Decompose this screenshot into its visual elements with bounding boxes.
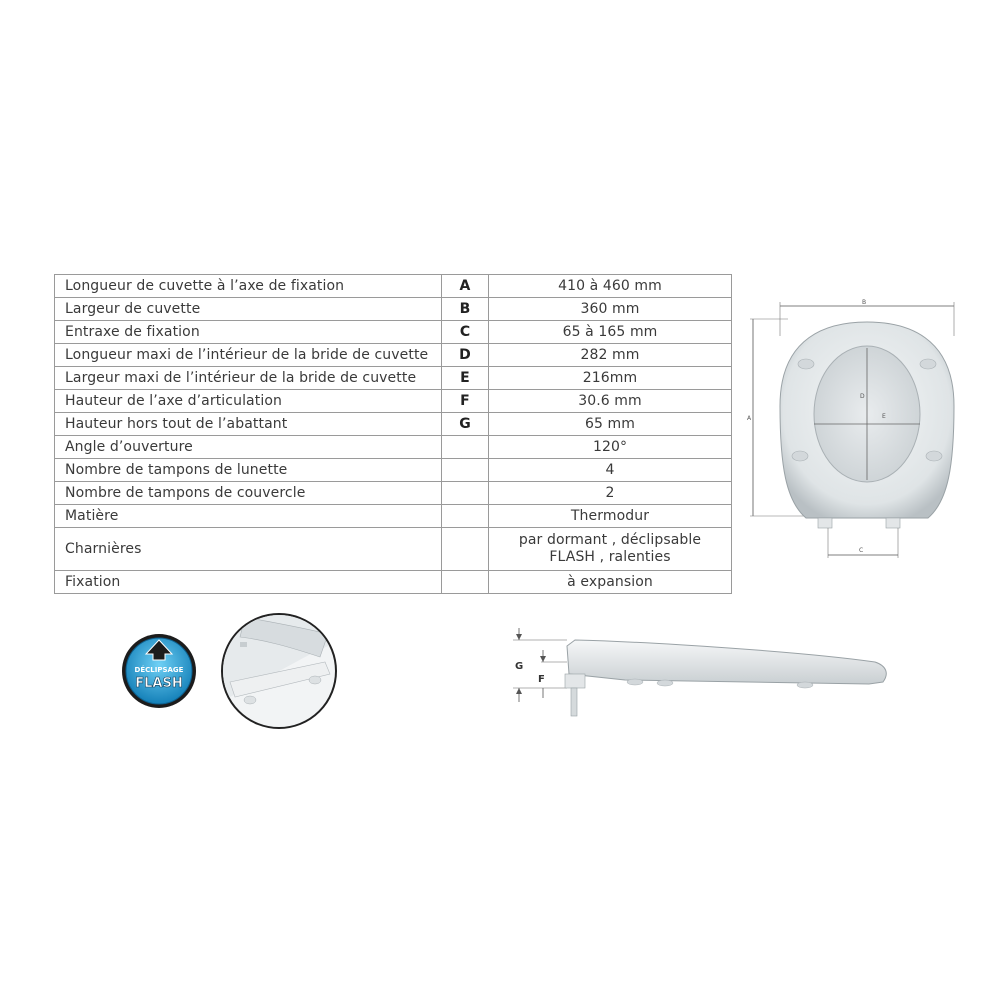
row-value: 410 à 460 mm (489, 275, 732, 298)
row-label: Largeur de cuvette (55, 298, 442, 321)
seat-side-view-diagram (505, 622, 890, 722)
table-row (55, 571, 732, 594)
row-value: Thermodur (489, 505, 732, 528)
row-letter: G (442, 413, 489, 436)
row-letter (442, 505, 489, 528)
row-label: Longueur maxi de l’intérieur de la bride de cuvette (55, 344, 442, 367)
row-letter: A (442, 275, 489, 298)
table-row (55, 459, 732, 482)
label-e: E (882, 413, 886, 420)
row-label: Hauteur hors tout de l’abattant (55, 413, 442, 436)
row-letter (442, 436, 489, 459)
row-letter: E (442, 367, 489, 390)
seat-top-view-diagram (748, 296, 960, 564)
table-row (55, 505, 732, 528)
declipsage-flash-badge (120, 632, 198, 710)
row-value: 216mm (489, 367, 732, 390)
row-value: 360 mm (489, 298, 732, 321)
table-row (55, 275, 732, 298)
row-value-line1: par dormant , déclipsable (518, 532, 702, 548)
row-value: 65 mm (489, 413, 732, 436)
table-row (55, 436, 732, 459)
row-value: 282 mm (489, 344, 732, 367)
badge-line2: FLASH (135, 676, 183, 691)
row-letter (442, 571, 489, 594)
row-letter (442, 528, 489, 571)
table-row (55, 344, 732, 367)
label-c: C (859, 547, 864, 554)
row-value (489, 528, 732, 571)
row-letter: C (442, 321, 489, 344)
badge-line1: DÉCLIPSAGE (134, 666, 184, 674)
table-row (55, 413, 732, 436)
row-letter: F (442, 390, 489, 413)
row-label: Fixation (55, 571, 442, 594)
row-value: 65 à 165 mm (489, 321, 732, 344)
table-row (55, 298, 732, 321)
row-label: Hauteur de l’axe d’articulation (55, 390, 442, 413)
hinge-detail-zoom (220, 612, 338, 730)
row-label: Nombre de tampons de lunette (55, 459, 442, 482)
row-label: Entraxe de fixation (55, 321, 442, 344)
row-label: Charnières (55, 528, 442, 571)
row-letter: D (442, 344, 489, 367)
label-a: A (747, 415, 752, 422)
row-value: 4 (489, 459, 732, 482)
table-row (55, 390, 732, 413)
label-b: B (862, 299, 867, 306)
row-letter (442, 482, 489, 505)
table-row (55, 367, 732, 390)
row-label: Matière (55, 505, 442, 528)
row-letter (442, 459, 489, 482)
table-row (55, 528, 732, 571)
row-label: Nombre de tampons de couvercle (55, 482, 442, 505)
row-value: 120° (489, 436, 732, 459)
row-value-line2: FLASH , ralenties (549, 549, 671, 565)
row-label: Largeur maxi de l’intérieur de la bride de cuvette (55, 367, 442, 390)
row-label: Longueur de cuvette à l’axe de fixation (55, 275, 442, 298)
label-g: G (515, 661, 524, 672)
table-row (55, 321, 732, 344)
row-value: 2 (489, 482, 732, 505)
row-value: à expansion (489, 571, 732, 594)
row-label: Angle d’ouverture (55, 436, 442, 459)
label-d: D (860, 393, 865, 400)
specifications-table (54, 274, 732, 594)
row-letter: B (442, 298, 489, 321)
row-value: 30.6 mm (489, 390, 732, 413)
label-f: F (538, 674, 545, 685)
table-row (55, 482, 732, 505)
